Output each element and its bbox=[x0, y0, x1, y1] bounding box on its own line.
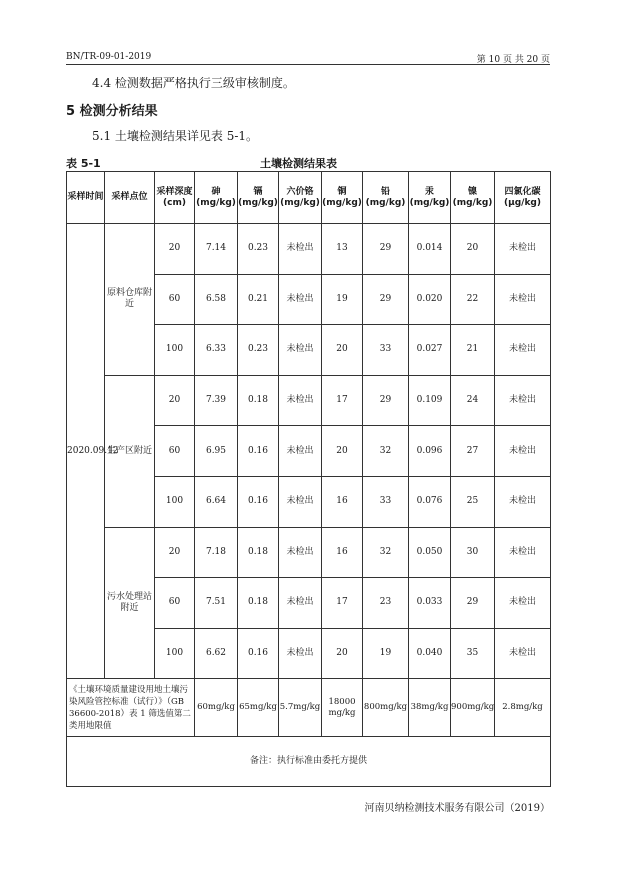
location-cell: 生产区附近 bbox=[105, 375, 155, 527]
table-cell: 20 bbox=[155, 224, 195, 275]
table-cell: 29 bbox=[363, 375, 409, 426]
table-cell: 33 bbox=[363, 325, 409, 376]
table-cell: 22 bbox=[451, 274, 495, 325]
table-row bbox=[67, 527, 551, 578]
table-cell: 0.23 bbox=[238, 224, 279, 275]
table-cell: 0.076 bbox=[409, 476, 451, 527]
table-cell: 60 bbox=[155, 426, 195, 477]
location-cell: 原料仓库附近 bbox=[105, 224, 155, 376]
table-cell: 0.027 bbox=[409, 325, 451, 376]
table-number: 表 5-1 bbox=[66, 157, 101, 170]
table-cell: 未检出 bbox=[495, 325, 551, 376]
table-cell: 未检出 bbox=[279, 224, 322, 275]
col-header: 汞(mg/kg) bbox=[409, 172, 451, 224]
table-cell: 25 bbox=[451, 476, 495, 527]
table-cell: 0.18 bbox=[238, 578, 279, 629]
standard-value: 5.7mg/kg bbox=[279, 679, 322, 737]
doc-code: BN/TR-09-01-2019 bbox=[66, 52, 152, 62]
table-cell: 17 bbox=[322, 578, 363, 629]
table-cell: 33 bbox=[363, 476, 409, 527]
table-cell: 30 bbox=[451, 527, 495, 578]
standard-value: 900mg/kg bbox=[451, 679, 495, 737]
paragraph-5-1: 5.1 土壤检测结果详见表 5-1。 bbox=[92, 129, 259, 143]
table-cell: 未检出 bbox=[495, 628, 551, 679]
table-cell: 29 bbox=[363, 274, 409, 325]
col-header: 采样时间 bbox=[67, 172, 105, 224]
table-title: 土壤检测结果表 bbox=[260, 157, 337, 170]
table-cell: 20 bbox=[451, 224, 495, 275]
sampling-time-cell: 2020.09.12 bbox=[67, 224, 105, 679]
soil-results-table bbox=[66, 171, 551, 787]
table-cell: 未检出 bbox=[279, 527, 322, 578]
table-cell: 未检出 bbox=[279, 476, 322, 527]
table-cell: 0.109 bbox=[409, 375, 451, 426]
table-cell: 未检出 bbox=[495, 578, 551, 629]
table-cell: 0.040 bbox=[409, 628, 451, 679]
table-note: 备注：执行标准由委托方提供 bbox=[67, 737, 551, 787]
table-cell: 0.014 bbox=[409, 224, 451, 275]
col-header: 六价铬(mg/kg) bbox=[279, 172, 322, 224]
standard-limit-row bbox=[67, 679, 551, 737]
table-cell: 未检出 bbox=[495, 274, 551, 325]
table-cell: 20 bbox=[322, 628, 363, 679]
table-cell: 0.21 bbox=[238, 274, 279, 325]
table-cell: 0.020 bbox=[409, 274, 451, 325]
table-cell: 19 bbox=[322, 274, 363, 325]
table-cell: 未检出 bbox=[279, 628, 322, 679]
table-cell: 32 bbox=[363, 426, 409, 477]
table-cell: 20 bbox=[155, 527, 195, 578]
table-cell: 100 bbox=[155, 476, 195, 527]
col-header: 采样点位 bbox=[105, 172, 155, 224]
paragraph-4-4: 4.4 检测数据严格执行三级审核制度。 bbox=[92, 76, 295, 90]
table-row bbox=[67, 224, 551, 275]
table-cell: 未检出 bbox=[495, 426, 551, 477]
table-cell: 24 bbox=[451, 375, 495, 426]
table-cell: 29 bbox=[363, 224, 409, 275]
table-cell: 6.95 bbox=[195, 426, 238, 477]
col-header: 四氯化碳(μg/kg) bbox=[495, 172, 551, 224]
table-cell: 未检出 bbox=[279, 375, 322, 426]
table-cell: 0.23 bbox=[238, 325, 279, 376]
standard-label: 《土壤环境质量建设用地土壤污染风险管控标准（试行）》（GB 36600-2018）表 1 筛选值第二类用地限值 bbox=[67, 679, 195, 737]
table-cell: 20 bbox=[322, 426, 363, 477]
table-cell: 未检出 bbox=[495, 224, 551, 275]
table-cell: 60 bbox=[155, 274, 195, 325]
table-cell: 20 bbox=[322, 325, 363, 376]
standard-value: 18000 mg/kg bbox=[322, 679, 363, 737]
col-header: 铜(mg/kg) bbox=[322, 172, 363, 224]
standard-value: 38mg/kg bbox=[409, 679, 451, 737]
table-cell: 0.16 bbox=[238, 628, 279, 679]
table-cell: 6.58 bbox=[195, 274, 238, 325]
page-info: 第 10 页 共 20 页 bbox=[476, 55, 550, 65]
table-cell: 未检出 bbox=[495, 527, 551, 578]
table-cell: 0.096 bbox=[409, 426, 451, 477]
table-cell: 6.62 bbox=[195, 628, 238, 679]
table-cell: 6.33 bbox=[195, 325, 238, 376]
table-cell: 35 bbox=[451, 628, 495, 679]
section-title: 5 检测分析结果 bbox=[66, 104, 158, 119]
standard-value: 800mg/kg bbox=[363, 679, 409, 737]
table-cell: 7.51 bbox=[195, 578, 238, 629]
table-cell: 7.14 bbox=[195, 224, 238, 275]
table-cell: 未检出 bbox=[495, 476, 551, 527]
col-header: 采样深度(cm) bbox=[155, 172, 195, 224]
table-cell: 0.18 bbox=[238, 375, 279, 426]
note-row bbox=[67, 737, 551, 787]
table-cell: 未检出 bbox=[495, 375, 551, 426]
table-cell: 6.64 bbox=[195, 476, 238, 527]
table-cell: 100 bbox=[155, 325, 195, 376]
table-cell: 16 bbox=[322, 527, 363, 578]
table-cell: 未检出 bbox=[279, 274, 322, 325]
col-header: 镉(mg/kg) bbox=[238, 172, 279, 224]
col-header: 砷(mg/kg) bbox=[195, 172, 238, 224]
table-cell: 32 bbox=[363, 527, 409, 578]
table-cell: 未检出 bbox=[279, 578, 322, 629]
standard-value: 2.8mg/kg bbox=[495, 679, 551, 737]
col-header: 镍(mg/kg) bbox=[451, 172, 495, 224]
table-cell: 17 bbox=[322, 375, 363, 426]
standard-value: 65mg/kg bbox=[238, 679, 279, 737]
table-cell: 20 bbox=[155, 375, 195, 426]
table-row bbox=[67, 375, 551, 426]
standard-value: 60mg/kg bbox=[195, 679, 238, 737]
col-header: 铅(mg/kg) bbox=[363, 172, 409, 224]
table-cell: 7.18 bbox=[195, 527, 238, 578]
table-cell: 16 bbox=[322, 476, 363, 527]
table-cell: 未检出 bbox=[279, 325, 322, 376]
table-cell: 7.39 bbox=[195, 375, 238, 426]
table-cell: 13 bbox=[322, 224, 363, 275]
page-header bbox=[66, 50, 550, 65]
table-cell: 23 bbox=[363, 578, 409, 629]
table-cell: 0.16 bbox=[238, 426, 279, 477]
table-cell: 0.18 bbox=[238, 527, 279, 578]
footer-company: 河南贝纳检测技术服务有限公司（2019） bbox=[364, 803, 550, 814]
table-cell: 100 bbox=[155, 628, 195, 679]
table-cell: 0.16 bbox=[238, 476, 279, 527]
table-header-row bbox=[67, 172, 551, 224]
table-cell: 29 bbox=[451, 578, 495, 629]
table-cell: 0.050 bbox=[409, 527, 451, 578]
table-cell: 27 bbox=[451, 426, 495, 477]
table-cell: 0.033 bbox=[409, 578, 451, 629]
table-cell: 60 bbox=[155, 578, 195, 629]
location-cell: 污水处理站附近 bbox=[105, 527, 155, 679]
table-cell: 19 bbox=[363, 628, 409, 679]
table-cell: 未检出 bbox=[279, 426, 322, 477]
table-cell: 21 bbox=[451, 325, 495, 376]
